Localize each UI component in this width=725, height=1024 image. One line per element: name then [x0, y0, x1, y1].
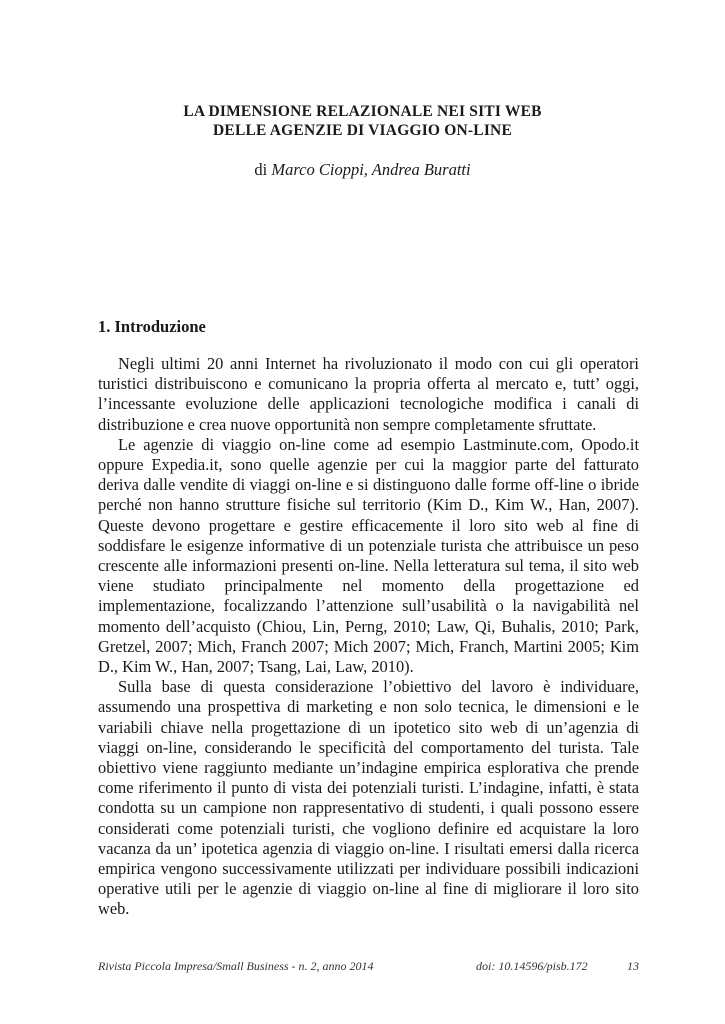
- article-title-line-2: DELLE AGENZIE DI VIAGGIO ON-LINE: [213, 122, 512, 139]
- footer-journal: Rivista Piccola Impresa/Small Business - n. 2, anno 2014: [98, 959, 374, 973]
- section-heading: 1. Introduzione: [98, 317, 206, 336]
- page-number: 13: [627, 959, 639, 973]
- paragraph: Le agenzie di viaggio on-line come ad esempio Lastminute.com, Opodo.it oppure Expedia.it, sono quelle agenzie per cui la maggior parte del fatturato deriva dalle vendite di viaggi on-line e si distinguono dalle forme off-line o ibride perché non hanno strutture fisiche sul territorio (Kim D., Kim W., Han, 2007). Queste devono progettare e gestire efficacemente il loro sito web al fine di soddisfare le esigenze informative di un potenziale turista che attribuisce un peso crescente alle informazioni presenti on-line. Nella letteratura sul tema, il sito web viene studiato principalmente nel momento della progettazione ed implementazione, focalizzando l’attenzione sull’usabilità o la navigabilità nel momento dell’acquisto (Chiou, Lin, Perng, 2010; Law, Qi, Buhalis, 2010; Park, Gretzel, 2007; Mich, Franch 2007; Mich 2007; Mich, Franch, Martini 2005; Kim D., Kim W., Han, 2007; Tsang, Lai, Law, 2010).: [98, 434, 639, 677]
- article-authors: [96, 159, 629, 181]
- paragraph: Negli ultimi 20 anni Internet ha rivoluzionato il modo con cui gli operatori turistici distribuiscono e comunicano la propria offerta al mercato e, tutt’ oggi, l’incessante evoluzione delle applicazioni tecnologiche modifica i canali di distribuzione e crea nuove opportunità non sempre completamente sfruttate.: [98, 354, 639, 434]
- article-title-line-1: LA DIMENSIONE RELAZIONALE NEI SITI WEB: [183, 103, 542, 120]
- authors-names: Marco Cioppi, Andrea Buratti: [271, 160, 471, 179]
- authors-prefix: di: [254, 160, 272, 179]
- paragraph: Sulla base di questa considerazione l’obiettivo del lavoro è individuare, assumendo una prospettiva di marketing e non solo tecnica, le dimensioni e le variabili chiave nella progettazione di un ipotetico sito web di un’agenzia di viaggi on-line, considerando le specificità del comportamento del turista. Tale obiettivo viene raggiunto mediante un’indagine empirica esplorativa che prende come riferimento il punto di vista dei potenziali turisti. L’indagine, infatti, è stata condotta su un campione non rappresentativo di studenti, i quali possono essere considerati come potenziali turisti, che vogliono definire ed acquistare la loro vacanza da un’ ipotetica agenzia di viaggio on-line. I risultati emersi dalla ricerca empirica vengono successivamente utilizzati per individuare possibili indicazioni operative utili per le agenzie di viaggio on-line al fine di migliorare il loro sito web.: [98, 677, 639, 919]
- body-text: [98, 354, 639, 920]
- footer-doi: doi: 10.14596/pisb.172: [476, 959, 588, 973]
